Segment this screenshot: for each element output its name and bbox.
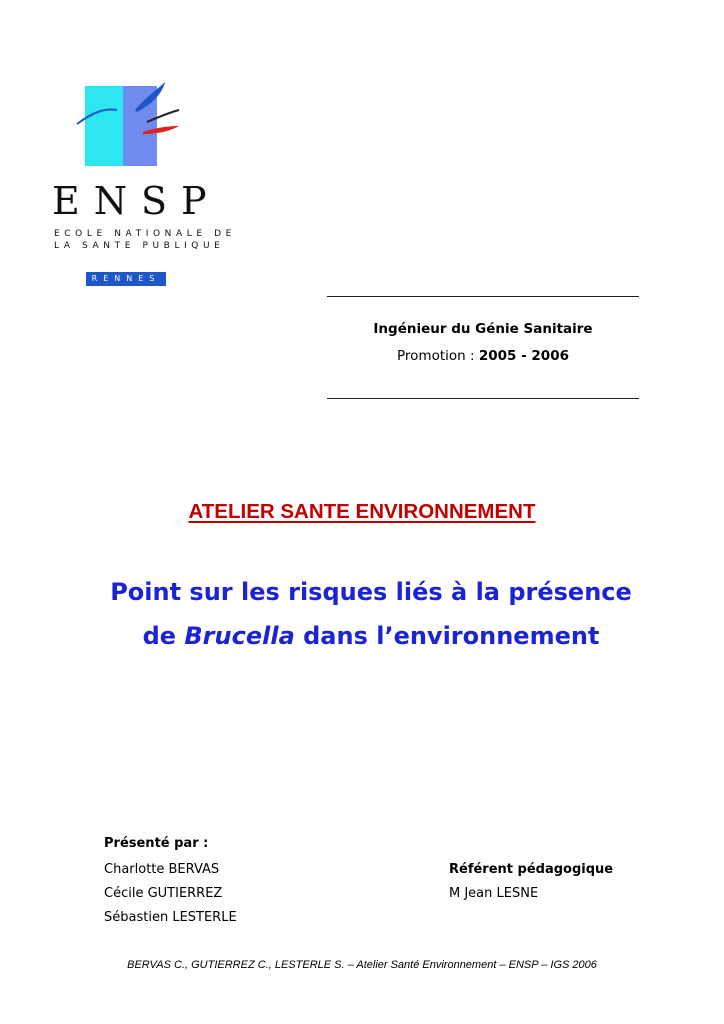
logo-fullname [54, 228, 236, 252]
main-title-line1: Point sur les risques liés à la présence [110, 578, 632, 606]
bottom-divider [327, 398, 639, 399]
logo-line2: LA SANTE PUBLIQUE [54, 241, 225, 251]
main-title-suffix: dans l’environnement [303, 622, 600, 650]
promotion-line [327, 348, 639, 364]
main-title-line2 [0, 624, 724, 648]
logo-line1: ECOLE NATIONALE DE [54, 229, 236, 239]
ensp-logo-icon [75, 72, 193, 172]
logo-city-badge: RENNES [86, 272, 166, 286]
atelier-heading: ATELIER SANTE ENVIRONNEMENT [188, 500, 536, 523]
logo-ensp-text: ENSP [52, 179, 221, 223]
main-title-prefix: de [142, 622, 177, 650]
presenters-label: Présenté par : [104, 836, 209, 851]
promotion-label: Promotion : [397, 348, 475, 364]
presenter-name: Cécile GUTIERREZ [104, 886, 223, 901]
presenter-name: Charlotte BERVAS [104, 862, 220, 877]
main-title-italic: Brucella [184, 622, 295, 650]
degree-title: Ingénieur du Génie Sanitaire [373, 321, 593, 337]
presenter-name: Sébastien LESTERLE [104, 910, 237, 925]
referent-label: Référent pédagogique [449, 862, 614, 877]
top-divider [327, 296, 639, 297]
referent-name: M Jean LESNE [449, 886, 539, 901]
promotion-years: 2005 - 2006 [478, 348, 569, 364]
footer-citation: BERVAS C., GUTIERREZ C., LESTERLE S. – Atelier Santé Environnement – ENSP – IGS 2006 [127, 959, 597, 971]
